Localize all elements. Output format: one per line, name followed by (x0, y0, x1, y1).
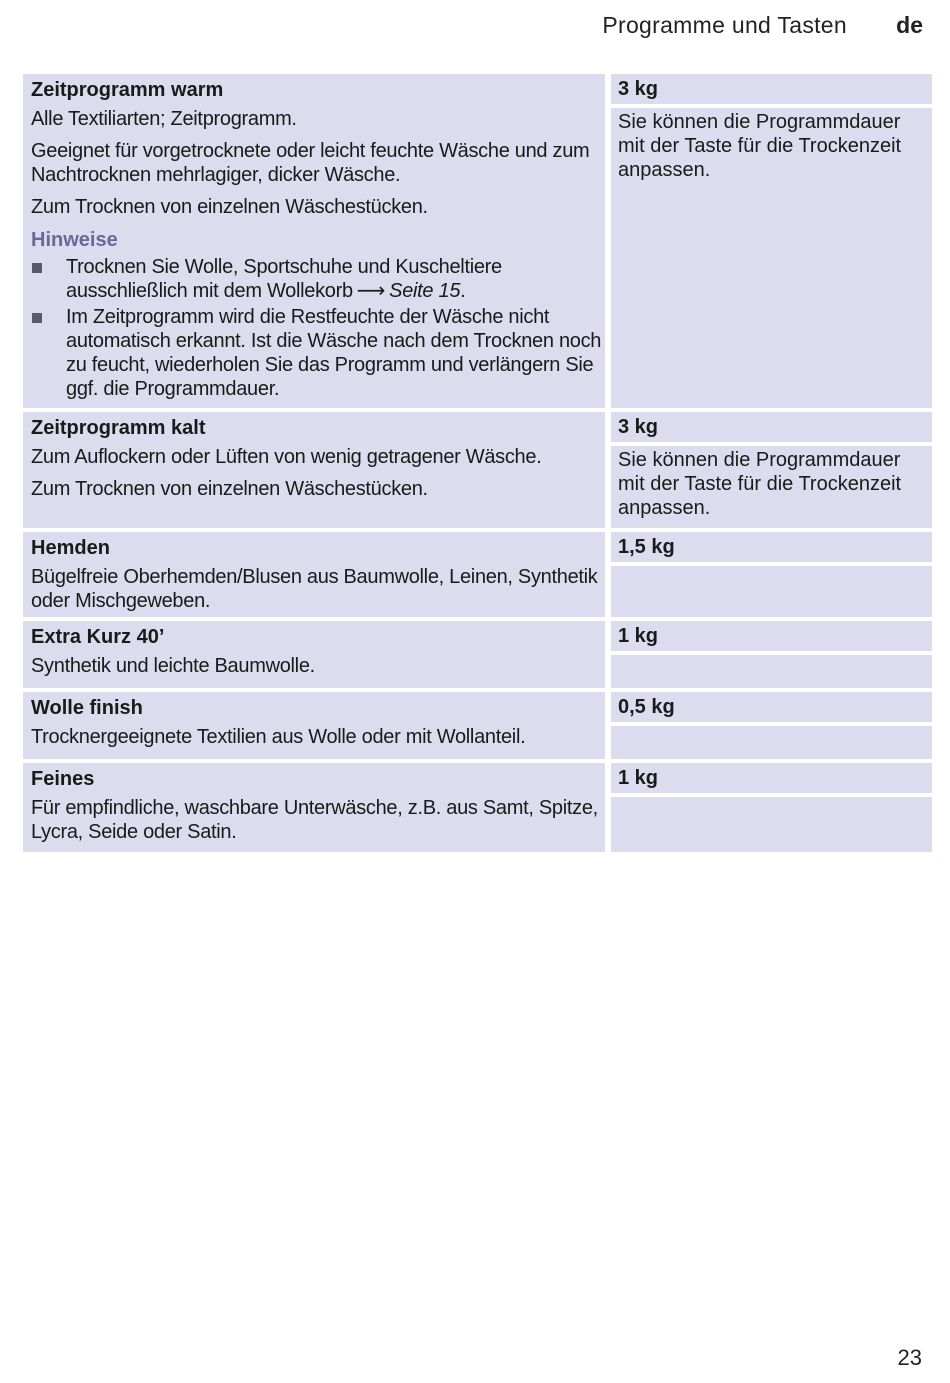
program-description (23, 692, 605, 759)
program-row (23, 763, 932, 852)
program-text: Trocknergeeignete Textilien aus Wolle oder mit Wollanteil. (31, 726, 526, 748)
max-load: 1 kg (611, 763, 932, 793)
program-title: Wolle finish (31, 697, 143, 719)
hint-text: Trocknen Sie Wolle, Sportschuhe und Kuscheltiere ausschließlich mit dem Wollekorb (66, 256, 502, 302)
max-load: 1,5 kg (611, 532, 932, 562)
program-description (23, 412, 605, 528)
max-load: 0,5 kg (611, 692, 932, 722)
program-note: Sie können die Programmdauer mit der Taste für die Trockenzeit anpassen. (611, 446, 932, 528)
program-description (23, 74, 605, 408)
hint-text: Im Zeitprogramm wird die Restfeuchte der Wäsche nicht automatisch erkannt. Ist die Wäsche nach dem Trocknen noch zu feucht, wiederholen Sie das Programm und verlängern Sie ggf. die Programmdauer. (66, 306, 602, 400)
program-title: Feines (31, 768, 95, 790)
program-text: Zum Auflockern oder Lüften von wenig getragener Wäsche. (31, 446, 542, 468)
program-details (611, 412, 932, 528)
program-note (611, 726, 932, 759)
program-note (611, 797, 932, 852)
program-table (23, 74, 932, 856)
program-note: Sie können die Programmdauer mit der Taste für die Trockenzeit anpassen. (611, 108, 932, 408)
page-header (0, 10, 950, 44)
program-row (23, 621, 932, 688)
program-row (23, 74, 932, 408)
program-description (23, 532, 605, 617)
program-text: Bügelfreie Oberhemden/Blusen aus Baumwolle, Leinen, Synthetik oder Mischgeweben. (31, 566, 598, 612)
program-text: Synthetik und leichte Baumwolle. (31, 655, 315, 677)
program-text: Zum Trocknen von einzelnen Wäschestücken. (31, 196, 428, 218)
program-description (23, 621, 605, 688)
max-load: 3 kg (611, 412, 932, 442)
program-text: Alle Textiliarten; Zeitprogramm. (31, 108, 297, 130)
page-number: 23 (897, 1345, 922, 1370)
program-details (611, 74, 932, 408)
page-reference[interactable]: Seite 15 (389, 280, 461, 302)
max-load: 1 kg (611, 621, 932, 651)
language-code: de (896, 12, 923, 38)
program-details (611, 692, 932, 759)
max-load: 3 kg (611, 74, 932, 104)
program-row (23, 692, 932, 759)
program-details (611, 763, 932, 852)
section-title: Programme und Tasten (602, 12, 847, 38)
hint-item (31, 305, 605, 401)
program-text: Zum Trocknen von einzelnen Wäschestücken. (31, 478, 428, 500)
program-description (23, 763, 605, 852)
bullet-square-icon (32, 263, 42, 273)
program-details (611, 621, 932, 688)
program-note (611, 655, 932, 688)
program-note (611, 566, 932, 617)
program-title: Zeitprogramm warm (31, 79, 224, 101)
program-row (23, 532, 932, 617)
program-title: Hemden (31, 537, 110, 559)
program-details (611, 532, 932, 617)
program-title: Extra Kurz 40’ (31, 626, 165, 648)
bullet-square-icon (32, 313, 42, 323)
program-title: Zeitprogramm kalt (31, 417, 206, 439)
arrow-right-icon: ⟶ (356, 280, 386, 302)
program-text: Für empfindliche, waschbare Unterwäsche, z.B. aus Samt, Spitze, Lycra, Seide oder Satin. (31, 797, 598, 843)
program-text: Geeignet für vorgetrocknete oder leicht feuchte Wäsche und zum Nachtrocknen mehrlagiger, dicker Wäsche. (31, 140, 590, 186)
program-row (23, 412, 932, 528)
hints-title: Hinweise (31, 229, 118, 251)
hint-item: Trocknen Sie Wolle, Sportschuhe und Kuscheltiere ausschließlich mit dem Wollekorb ⟶ Seite 15. (31, 255, 605, 303)
